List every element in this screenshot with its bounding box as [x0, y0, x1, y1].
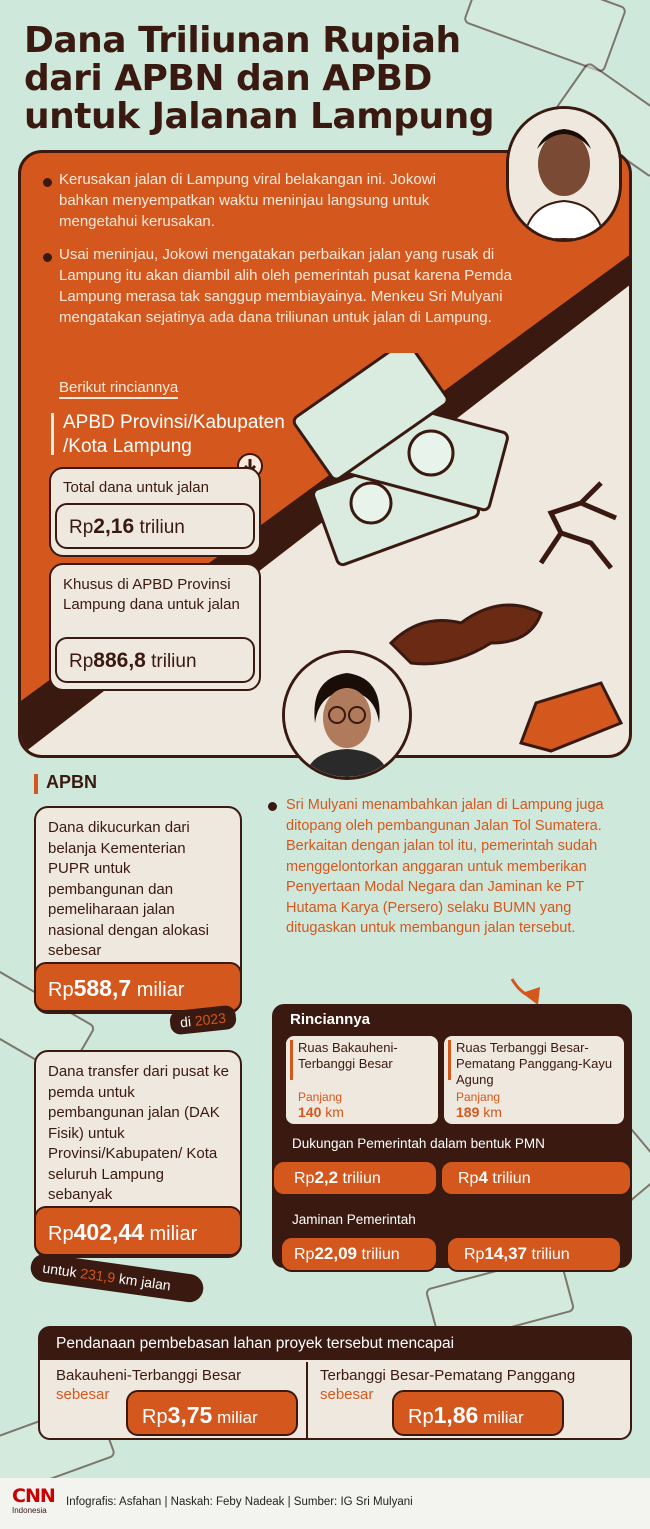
amount-value: 588,7 — [73, 975, 132, 1001]
amount-unit: miliar — [212, 1408, 258, 1427]
length-value: 140 — [298, 1104, 322, 1120]
amount-unit: miliar — [143, 1223, 198, 1245]
lahan-left-sub: sebesar — [56, 1386, 110, 1403]
amount-prefix: Rp — [69, 517, 94, 538]
amount-value: 2,2 — [314, 1168, 339, 1187]
amount-unit: triliun — [134, 517, 185, 538]
page-title — [24, 22, 504, 136]
amount-unit: triliun — [487, 1170, 531, 1187]
ruas-accent-bar — [448, 1040, 451, 1080]
apbd-provinsi-amount — [55, 637, 255, 683]
km-tag-prefix: untuk — [41, 1259, 82, 1281]
length-value: 189 — [456, 1104, 480, 1120]
lahan-right-amount — [392, 1390, 564, 1436]
lahan-left-name: Bakauheni-Terbanggi Besar — [56, 1367, 242, 1384]
jaminan-amount-2 — [446, 1236, 622, 1272]
card-text: Dana transfer dari pusat ke pemda untuk pembangunan jalan (DAK Fisik) untuk Provinsi/Kabupaten/ Kota seluruh Lampung sebanyak — [48, 1063, 229, 1203]
pmn-label: Dukungan Pemerintah dalam bentuk PMN — [292, 1136, 545, 1151]
bullet-dot — [268, 802, 277, 811]
amount-value: 402,44 — [73, 1219, 144, 1245]
logo-text: CNN — [12, 1485, 55, 1507]
apbd-heading-bar — [51, 413, 54, 455]
amount-prefix: Rp — [294, 1246, 315, 1263]
apbn-heading-bar — [34, 774, 38, 794]
amount-value: 1,86 — [433, 1402, 479, 1428]
rincian-title: Rinciannya — [290, 1011, 371, 1028]
amount-prefix: Rp — [294, 1170, 315, 1187]
lahan-divider — [306, 1362, 308, 1438]
amount-value: 3,75 — [167, 1402, 213, 1428]
lahan-left-amount — [126, 1390, 298, 1436]
cnn-logo — [12, 1486, 55, 1515]
crack-illustration — [521, 473, 631, 583]
apbd-heading-line: /Kota Lampung — [63, 436, 192, 457]
amount-unit: miliar — [131, 979, 185, 1001]
amount-unit: triliun — [357, 1246, 400, 1263]
amount-prefix: Rp — [464, 1246, 485, 1263]
ruas-2-length — [456, 1104, 502, 1120]
card-text: Dana dikucurkan dari belanja Kementerian PUPR untuk pembangunan dan pemeliharaan jalan nasional dengan alokasi sebesar — [48, 819, 209, 959]
amount-prefix: Rp — [408, 1406, 434, 1428]
title-line: Dana Triliunan Rupiah — [24, 20, 461, 61]
amount-prefix: Rp — [69, 651, 94, 672]
pmn-amount-2 — [440, 1160, 632, 1196]
lahan-right-sub: sebesar — [320, 1386, 374, 1403]
amount-value: 886,8 — [93, 649, 146, 672]
ruas-2-length-label: Panjang — [456, 1090, 501, 1104]
amount-prefix: Rp — [458, 1170, 479, 1187]
lahan-title: Pendanaan pembebasan lahan proyek tersebut mencapai — [56, 1335, 455, 1352]
amount-prefix: Rp — [48, 979, 74, 1001]
length-unit: km — [479, 1104, 502, 1120]
amount-prefix: Rp — [48, 1223, 74, 1245]
km-tag-suffix: km jalan — [114, 1269, 172, 1294]
amount-value: 2,16 — [93, 515, 135, 538]
jokowi-avatar — [506, 106, 622, 242]
tol-bullet: Sri Mulyani menambahkan jalan di Lampung juga ditopang oleh pembangunan Jalan Tol Sumatera. Berkaitan dengan jalan tol itu, pemerintah sudah menggelontorkan anggaran untuk memberikan Penyertaan Modal Negara dan Jaminan ke PT Hutama Karya (Persero) selaku BUMN yang ditugaskan untuk membangun jalan tersebut. — [286, 797, 604, 936]
year-tag-prefix: di — [179, 1012, 196, 1031]
year-tag-value: 2023 — [194, 1009, 227, 1029]
amount-value: 4 — [478, 1168, 488, 1187]
amount-unit: triliun — [527, 1246, 570, 1263]
apbd-total-amount — [55, 503, 255, 549]
apbd-heading — [63, 411, 285, 459]
km-tag-value: 231,9 — [79, 1264, 117, 1286]
amount-unit: triliun — [338, 1170, 381, 1187]
ruas-1-name: Ruas Bakauheni-Terbanggi Besar — [298, 1040, 398, 1071]
amount-value: 14,37 — [484, 1244, 527, 1263]
pmn-amount-1 — [272, 1160, 438, 1196]
rincian-label: Berikut rinciannya — [59, 379, 178, 399]
ruas-1-length — [298, 1104, 344, 1120]
footer-credits: Infografis: Asfahan | Naskah: Feby Nadeak | Sumber: IG Sri Mulyani — [66, 1496, 413, 1508]
amount-value: 22,09 — [314, 1244, 357, 1263]
jaminan-amount-1 — [280, 1236, 438, 1272]
apbn-pupr-amount — [34, 962, 242, 1012]
apbn-heading: APBN — [46, 772, 98, 792]
title-line: untuk Jalanan Lampung — [24, 96, 495, 137]
card-label: Khusus di APBD Provinsi Lampung dana untuk jalan — [63, 576, 240, 613]
km-tag — [29, 1252, 205, 1304]
bullet-dot — [43, 178, 52, 187]
money-pile-illustration — [281, 353, 541, 583]
lahan-right-name: Terbanggi Besar-Pematang Panggang — [320, 1367, 576, 1384]
card-label: Total dana untuk jalan — [63, 479, 209, 496]
road-barrier-illustration — [511, 673, 631, 753]
ruas-accent-bar — [290, 1040, 293, 1080]
amount-unit: triliun — [145, 651, 197, 672]
intro-bullet-1: Kerusakan jalan di Lampung viral belakangan ini. Jokowi bahkan menyempatkan waktu meninjau langsung untuk mengetahui kerusakan. — [59, 171, 436, 230]
amount-unit: miliar — [478, 1408, 524, 1427]
sri-mulyani-avatar — [282, 650, 412, 780]
intro-bullet-2: Usai meninjau, Jokowi mengatakan perbaikan jalan yang rusak di Lampung itu akan diambil alih oleh pemerintah pusat karena Pemda Lampung merasa tak sanggup membiayainya. Menkeu Sri Mulyani mengatakan sejatinya ada dana triliunan untuk jalan di Lampung. — [59, 246, 512, 326]
length-unit: km — [321, 1104, 344, 1120]
ruas-2-name: Ruas Terbanggi Besar-Pematang Panggang-Kayu Agung — [456, 1040, 613, 1087]
apbd-heading-line: APBD Provinsi/Kabupaten — [63, 412, 285, 433]
apbn-dak-amount — [34, 1206, 242, 1256]
footer — [0, 1478, 650, 1529]
pothole-illustration — [381, 583, 551, 673]
ruas-1-length-label: Panjang — [298, 1090, 343, 1104]
title-line: dari APBN dan APBD — [24, 58, 432, 99]
jaminan-label: Jaminan Pemerintah — [292, 1212, 416, 1227]
amount-prefix: Rp — [142, 1406, 168, 1428]
logo-sub: Indonesia — [12, 1506, 47, 1515]
bullet-dot — [43, 253, 52, 262]
